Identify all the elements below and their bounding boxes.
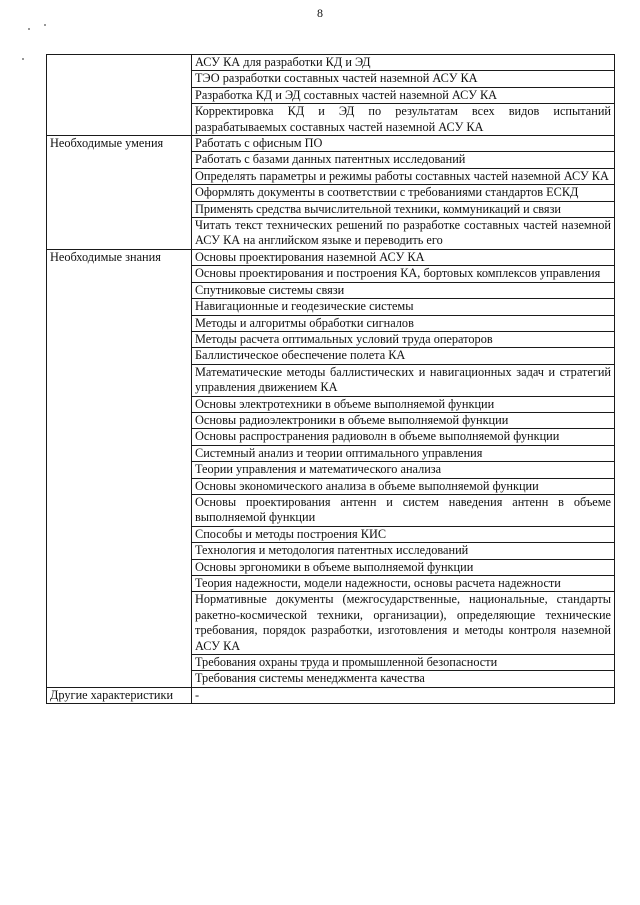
table-cell: - xyxy=(192,687,615,703)
table-cell: Основы электротехники в объеме выполняемой функции xyxy=(192,396,615,412)
table-cell: Основы проектирования наземной АСУ КА xyxy=(192,249,615,265)
table-cell: Спутниковые системы связи xyxy=(192,282,615,298)
table-cell: Требования охраны труда и промышленной безопасности xyxy=(192,655,615,671)
table-cell: Оформлять документы в соответствии с требованиями стандартов ЕСКД xyxy=(192,185,615,201)
table-cell: Методы расчета оптимальных условий труда операторов xyxy=(192,331,615,347)
table-cell: Работать с базами данных патентных исследований xyxy=(192,152,615,168)
table-row xyxy=(47,687,615,703)
table-cell: Системный анализ и теории оптимального управления xyxy=(192,445,615,461)
table-cell: Нормативные документы (межгосударственные, национальные, стандарты ракетно-космической техники, организации), определяющие технические требования, порядок разработки, изготовления и методы контроля наземной АСУ КА xyxy=(192,592,615,655)
table-cell: Основы эргономики в объеме выполняемой функции xyxy=(192,559,615,575)
table-cell: Требования системы менеджмента качества xyxy=(192,671,615,687)
table-row xyxy=(47,55,615,71)
table-cell: Основы проектирования и построения КА, бортовых комплексов управления xyxy=(192,266,615,282)
table-cell: Читать текст технических решений по разработке составных частей наземной АСУ КА на английском языке и переводить его xyxy=(192,218,615,250)
table-cell: Методы и алгоритмы обработки сигналов xyxy=(192,315,615,331)
table-cell: Корректировка КД и ЭД по результатам всех видов испытаний разрабатываемых составных частей наземной АСУ КА xyxy=(192,104,615,136)
table-cell: Основы проектирования антенн и систем наведения антенн в объеме выполняемой функции xyxy=(192,494,615,526)
table-row xyxy=(47,249,615,265)
section-label: Необходимые умения xyxy=(47,136,192,250)
table-cell: Математические методы баллистических и навигационных задач и стратегий управления движением КА xyxy=(192,364,615,396)
page-number: 8 xyxy=(317,6,323,20)
section-label: Другие характеристики xyxy=(47,687,192,703)
table-cell: Способы и методы построения КИС xyxy=(192,526,615,542)
qualification-table xyxy=(46,54,615,704)
table-cell: Основы экономического анализа в объеме выполняемой функции xyxy=(192,478,615,494)
table-cell: Навигационные и геодезические системы xyxy=(192,299,615,315)
table-cell: Теории управления и математического анализа xyxy=(192,462,615,478)
table-cell: Основы распространения радиоволн в объеме выполняемой функции xyxy=(192,429,615,445)
table-cell: АСУ КА для разработки КД и ЭД xyxy=(192,55,615,71)
table-cell: Определять параметры и режимы работы составных частей наземной АСУ КА xyxy=(192,168,615,184)
section-label xyxy=(47,55,192,136)
table-cell: Работать с офисным ПО xyxy=(192,136,615,152)
table-cell: Основы радиоэлектроники в объеме выполняемой функции xyxy=(192,412,615,428)
table-row xyxy=(47,136,615,152)
table-cell: Технология и методология патентных исследований xyxy=(192,543,615,559)
table-cell: Теория надежности, модели надежности, основы расчета надежности xyxy=(192,576,615,592)
table-cell: Баллистическое обеспечение полета КА xyxy=(192,348,615,364)
table-cell: Разработка КД и ЭД составных частей наземной АСУ КА xyxy=(192,87,615,103)
section-label: Необходимые знания xyxy=(47,249,192,687)
table-cell: Применять средства вычислительной техники, коммуникаций и связи xyxy=(192,201,615,217)
table-cell: ТЭО разработки составных частей наземной АСУ КА xyxy=(192,71,615,87)
